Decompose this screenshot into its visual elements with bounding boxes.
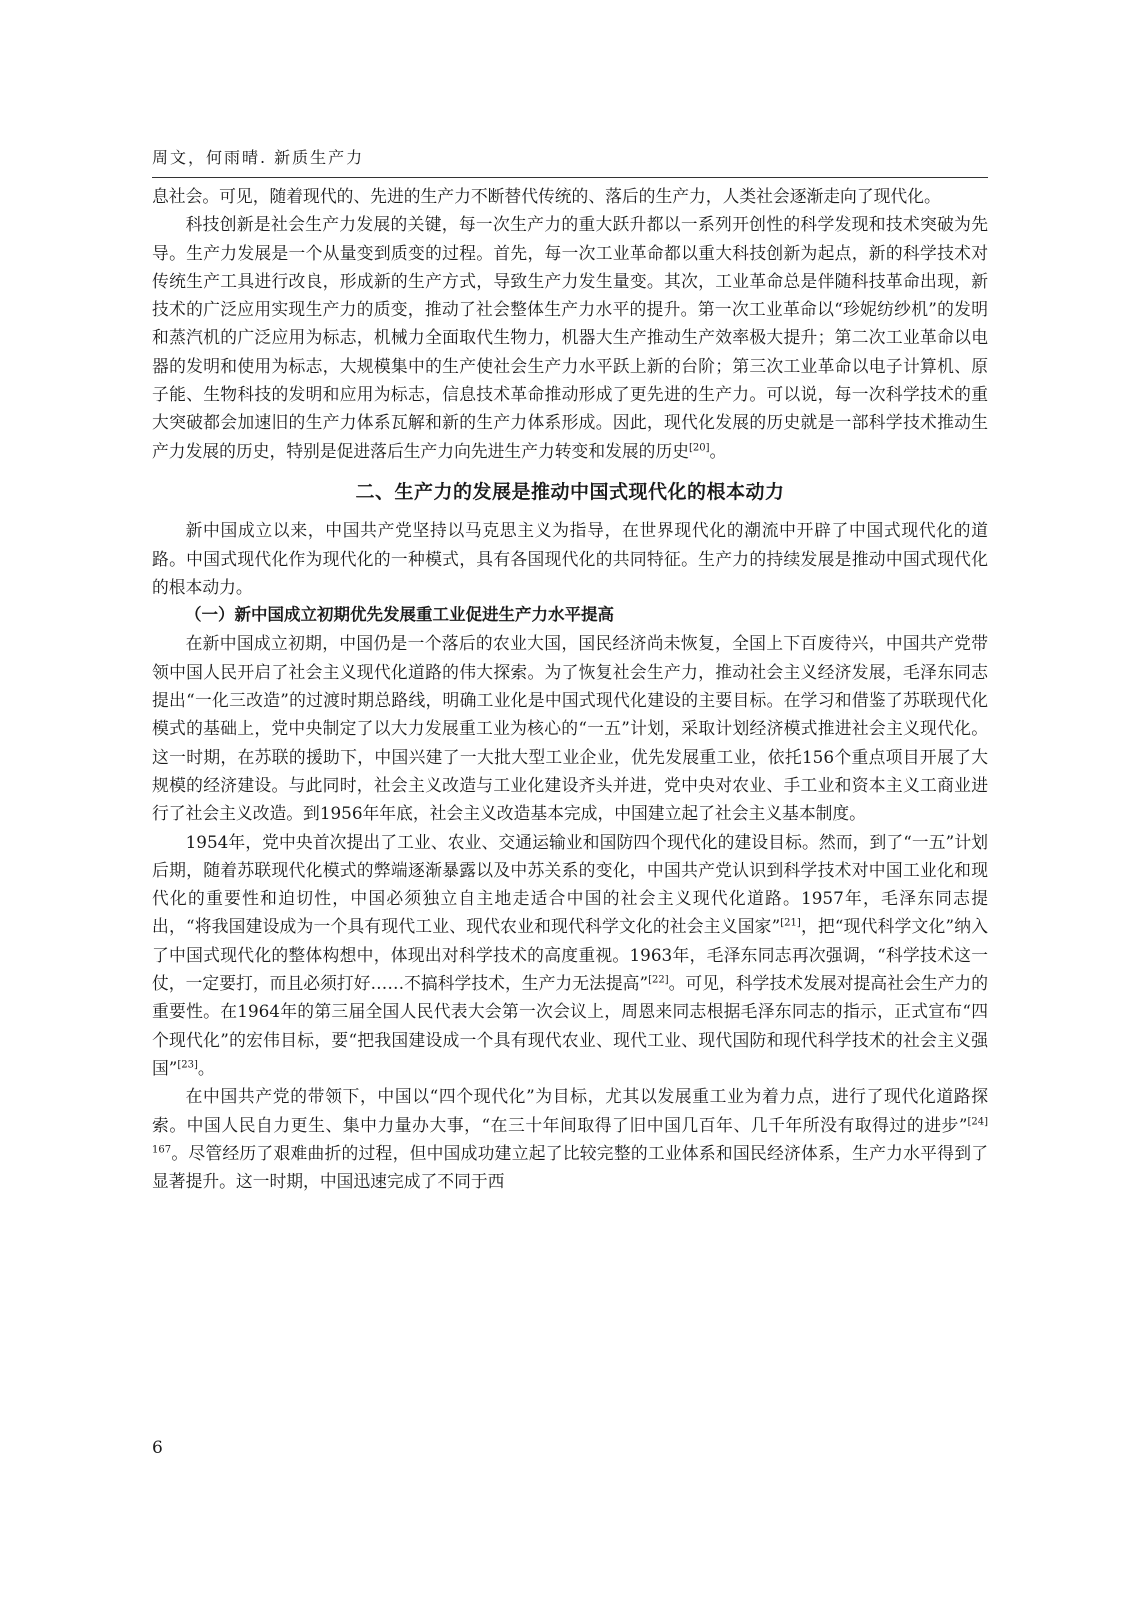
paragraph-5-part-a: 1954年，党中央首次提出了工业、农业、交通运输业和国防四个现代化的建设目标。然而，到了“一五”计划后期，随着苏联现代化模式的弊端逐渐暴露以及中苏关系的变化，中国共产党认识到科学技术对中国工业化和现代化的重要性和迫切性，中国必须独立自主地走适合中国的社会主义现代化道路。1957年，毛泽东同志提出，“将我国建设成为一个具有现代工业、现代农业和现代科学文化的社会主义国家” — [152, 831, 988, 937]
citation-20: [20] — [689, 442, 710, 454]
paragraph-4: 在新中国成立初期，中国仍是一个落后的农业大国，国民经济尚未恢复，全国上下百废待兴，中国共产党带领中国人民开启了社会主义现代化道路的伟大探索。为了恢复社会生产力，推动社会主义经济发展，毛泽东同志提出“一化三改造”的过渡时期总路线，明确工业化是中国式现代化建设的主要目标。在学习和借鉴了苏联现代化模式的基础上，党中央制定了以大力发展重工业为核心的“一五”计划，采取计划经济模式推进社会主义现代化。这一时期，在苏联的援助下，中国兴建了一大批大型工业企业，优先发展重工业，依托156个重点项目开展了大规模的经济建设。与此同时，社会主义改造与工业化建设齐头并进，党中央对农业、手工业和资本主义工商业进行了社会主义改造。到1956年年底，社会主义改造基本完成，中国建立起了社会主义基本制度。 — [152, 633, 988, 824]
paragraph-1: 息社会。可见，随着现代的、先进的生产力不断替代传统的、落后的生产力，人类社会逐渐走向了现代化。 — [152, 186, 941, 206]
paragraph-6-part-a: 在中国共产党的带领下，中国以“四个现代化”为目标，尤其以发展重工业为着力点，进行了现代化道路探索。中国人民自力更生、集中力量办大事，“在三十年间取得了旧中国几百年、几千年所没有取得过的进步” — [152, 1086, 988, 1135]
paragraph-6-part-b: 。尽管经历了艰难曲折的过程，但中国成功建立起了比较完整的工业体系和国民经济体系，生产力水平得到了显著提升。这一时期，中国迅速完成了不同于西 — [152, 1142, 988, 1192]
paragraph-6 — [152, 1082, 988, 1195]
citation-22: [22] — [648, 974, 669, 986]
paragraph-5-part-c: 。可见，科学技术发展对提高社会生产力的重要性。在1964年的第三届全国人民代表大会第一次会议上，周恩来同志根据毛泽东同志的指示，正式宣布“四个现代化”的宏伟目标，要“把我国建设成一个具有现代农业、现代工业、现代国防和现代科学技术的社会主义强国” — [152, 973, 988, 1078]
citation-21: [21] — [780, 917, 801, 929]
paragraph-5-part-d: 。 — [197, 1057, 215, 1078]
section-heading: 二、生产力的发展是推动中国式现代化的根本动力 — [355, 480, 785, 503]
citation-23: [23] — [177, 1059, 198, 1071]
paragraph-2-end: 。 — [709, 440, 727, 461]
subsection-heading: （一）新中国成立初期优先发展重工业促进生产力水平提高 — [185, 605, 614, 625]
running-head: 周文，何雨晴. 新质生产力 — [152, 145, 988, 178]
paragraph-2-text: 科技创新是社会生产力发展的关键，每一次生产力的重大跃升都以一系列开创性的科学发现和技术突破为先导。生产力发展是一个从量变到质变的过程。首先，每一次工业革命都以重大科技创新为起点，新的科学技术对传统生产工具进行改良，形成新的生产方式，导致生产力发生量变。其次，工业革命总是伴随科技革命出现，新技术的广泛应用实现生产力的质变，推动了社会整体生产力水平的提升。第一次工业革命以“珍妮纺纱机”的发明和蒸汽机的广泛应用为标志，机械力全面取代生物力，机器大生产推动生产效率极大提升；第二次工业革命以电器的发明和使用为标志，大规模集中的生产使社会生产力水平跃上新的台阶；第三次工业革命以电子计算机、原子能、生物科技的发明和应用为标志，信息技术革命推动形成了更先进的生产力。可以说，每一次科学技术的重大突破都会加速旧的生产力体系瓦解和新的生产力体系形成。因此，现代化发展的历史就是一部科学技术推动生产力发展的历史，特别是促进落后生产力向先进生产力转变和发展的历史 — [152, 214, 988, 461]
paragraph-5 — [152, 828, 988, 1083]
paragraph-5-part-b: ，把“现代科学文化”纳入了中国式现代化的整体构想中，体现出对科学技术的高度重视。1963年，毛泽东同志再次强调，“科学技术这一仗，一定要打，而且必须打好……不搞科学技术，生产力无法提高” — [152, 916, 988, 994]
page-number: 6 — [152, 1438, 163, 1458]
paragraph-3: 新中国成立以来，中国共产党坚持以马克思主义为指导，在世界现代化的潮流中开辟了中国式现代化的道路。中国式现代化作为现代化的一种模式，具有各国现代化的共同特征。生产力的持续发展是推动中国式现代化的根本动力。 — [152, 520, 988, 597]
article-body — [152, 182, 988, 1195]
paragraph-2 — [152, 210, 988, 465]
citation-24: [24] 167 — [152, 1115, 988, 1156]
